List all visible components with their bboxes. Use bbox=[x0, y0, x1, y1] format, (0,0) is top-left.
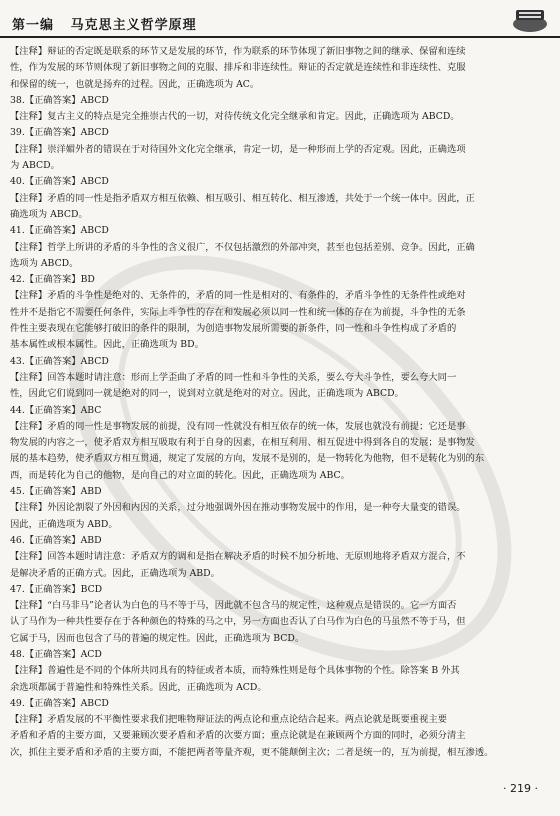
text-line: 物发展的内容之一，使矛盾双方相互吸取有利于自身的因素，在相互利用、相互促进中得到各自的发展；是事物发 bbox=[10, 437, 475, 449]
text-line: 是解决矛盾的正确方式。因此，正确选项为 ABD。 bbox=[10, 567, 220, 579]
text-line: 【注释】外因论割裂了外因和内因的关系，过分地强调外因在推动事物发展中的作用，是一种夸大量变的错误。 bbox=[10, 502, 466, 514]
answer-heading: 42.【正确答案】BD bbox=[10, 274, 95, 286]
text-line: 【注释】普遍性是不同的个体所共同具有的特征或者本质，而特殊性则是每个具体事物的个性。除答案 B 外其 bbox=[10, 665, 460, 677]
text-line: 【注释】“白马非马”论者认为白色的马不等于马，因此就不包含马的规定性，这种观点是错误的。它一方面否 bbox=[10, 600, 457, 612]
page-header bbox=[0, 0, 560, 40]
answer-heading: 44.【正确答案】ABC bbox=[10, 404, 102, 416]
publisher-logo-icon bbox=[510, 4, 550, 34]
answer-heading: 49.【正确答案】ABCD bbox=[10, 697, 109, 709]
text-line: 矛盾和矛盾的主要方面，又要兼顾次要矛盾和矛盾的次要方面；重点论就是在兼顾两个方面的同时，必须分清主 bbox=[10, 730, 466, 742]
text-line: 和保留的统一，也就是扬弃的过程。因此，正确选项为 AC。 bbox=[10, 78, 260, 90]
text-line: 【注释】崇洋媚外者的错误在于对待国外文化完全继承，肯定一切，是一种形而上学的否定观。因此，正确选项 bbox=[10, 143, 466, 155]
chapter-label: 第一编 bbox=[12, 18, 55, 33]
text-line: 【注释】矛盾的斗争性是绝对的、无条件的，矛盾的同一性是相对的、有条件的，矛盾斗争性的无条件性或绝对 bbox=[10, 290, 466, 302]
text-line: 件性主要表现在它能够打破旧的条件的限制，为创造事物发展所需要的新条件，同一性和斗争性构成了矛盾的 bbox=[10, 323, 457, 335]
text-line: 【注释】回答本题时请注意：形而上学歪曲了矛盾的同一性和斗争性的关系，要么夸大斗争性，要么夸大同一 bbox=[10, 371, 457, 383]
answer-heading: 40.【正确答案】ABCD bbox=[10, 176, 109, 188]
text-line: 性，作为发展的环节则体现了新旧事物之间的克服、排斥和非连续性。辩证的否定就是连续性和非连续性、克服 bbox=[10, 62, 466, 74]
answer-heading: 48.【正确答案】ACD bbox=[10, 648, 102, 660]
answer-heading: 41.【正确答案】ABCD bbox=[10, 225, 109, 237]
text-line: 它属于马，因而也包含了马的普遍的规定性。因此，正确选项为 BCD。 bbox=[10, 632, 305, 644]
text-line: 认了马作为一种共性要存在于各种颜色的特殊的马之中，另一方面也否认了白马作为白色的马虽然不等于马，但 bbox=[10, 616, 466, 628]
text-line: 【注释】矛盾的同一性是指矛盾双方相互依赖、相互吸引、相互转化、相互渗透，共处于一个统一体中。因此，正 bbox=[10, 192, 475, 204]
answer-heading: 38.【正确答案】ABCD bbox=[10, 94, 109, 106]
text-line: 【注释】矛盾的同一性是事物发展的前提，没有同一性就没有相互依存的统一体，发展也就没有前提；它还是事 bbox=[10, 420, 466, 432]
page-number: · 219 · bbox=[503, 782, 538, 795]
answer-heading: 39.【正确答案】ABCD bbox=[10, 127, 109, 139]
text-line: 次，抓住主要矛盾和矛盾的主要方面，不能把两者等量齐观，更不能颠倒主次；二者是统一的，互为前提，相互渗透。 bbox=[10, 746, 494, 758]
text-line: 【注释】复古主义的特点是完全推崇古代的一切，对待传统文化完全继承和肯定。因此，正确选项为 ABCD。 bbox=[10, 111, 460, 123]
answer-heading: 43.【正确答案】ABCD bbox=[10, 355, 109, 367]
text-line: 确选项为 ABCD。 bbox=[10, 208, 88, 220]
text-line: 展的基本趋势，使矛盾双方相互贯通，规定了发展的方向，发展不是别的，是一物转化为他物，但不是转化为别的东 bbox=[10, 453, 485, 465]
text-line: 性并不是指它不需要任何条件，实际上斗争性的存在和发展必须以同一性和统一体的存在为前提，斗争性的无条 bbox=[10, 306, 466, 318]
text-line: 【注释】哲学上所讲的矛盾的斗争性的含义很广，不仅包括激烈的外部冲突，甚至也包括差别、竞争。因此，正确 bbox=[10, 241, 475, 253]
text-line: 余选项都属于普遍性和特殊性关系。因此，正确选项为 ACD。 bbox=[10, 681, 267, 693]
answer-text-body bbox=[10, 44, 550, 761]
text-line: 【注释】辩证的否定既是联系的环节又是发展的环节，作为联系的环节体现了新旧事物之间的继承、保留和连续 bbox=[10, 46, 466, 57]
text-line: 【注释】回答本题时请注意：矛盾双方的调和是指在解决矛盾的时候不加分析地、无原则地将矛盾双方混合，不 bbox=[10, 551, 466, 563]
text-line: 基本属性或根本属性。因此，正确选项为 BD。 bbox=[10, 339, 204, 351]
answer-heading: 45.【正确答案】ABD bbox=[10, 486, 102, 498]
text-line: 选项为 ABCD。 bbox=[10, 257, 79, 269]
answer-heading: 47.【正确答案】BCD bbox=[10, 583, 103, 595]
answer-heading: 46.【正确答案】ABD bbox=[10, 534, 102, 546]
header-divider bbox=[0, 36, 560, 38]
text-line: 因此，正确选项为 ABD。 bbox=[10, 518, 118, 530]
book-title: 马克思主义哲学原理 bbox=[70, 18, 197, 33]
text-line: 【注释】矛盾发展的不平衡性要求我们把唯物辩证法的两点论和重点论结合起来。两点论就是既要重视主要 bbox=[10, 714, 447, 726]
text-line: 性，因此它们说到同一就是绝对的同一，说到对立就是绝对的对立。因此，正确选项为 ABCD。 bbox=[10, 388, 404, 400]
header-title bbox=[12, 14, 197, 33]
text-line: 西，而是转化为自己的他物，是向自己的对立面的转化。因此，正确选项为 ABC。 bbox=[10, 469, 350, 481]
text-line: 为 ABCD。 bbox=[10, 160, 60, 172]
